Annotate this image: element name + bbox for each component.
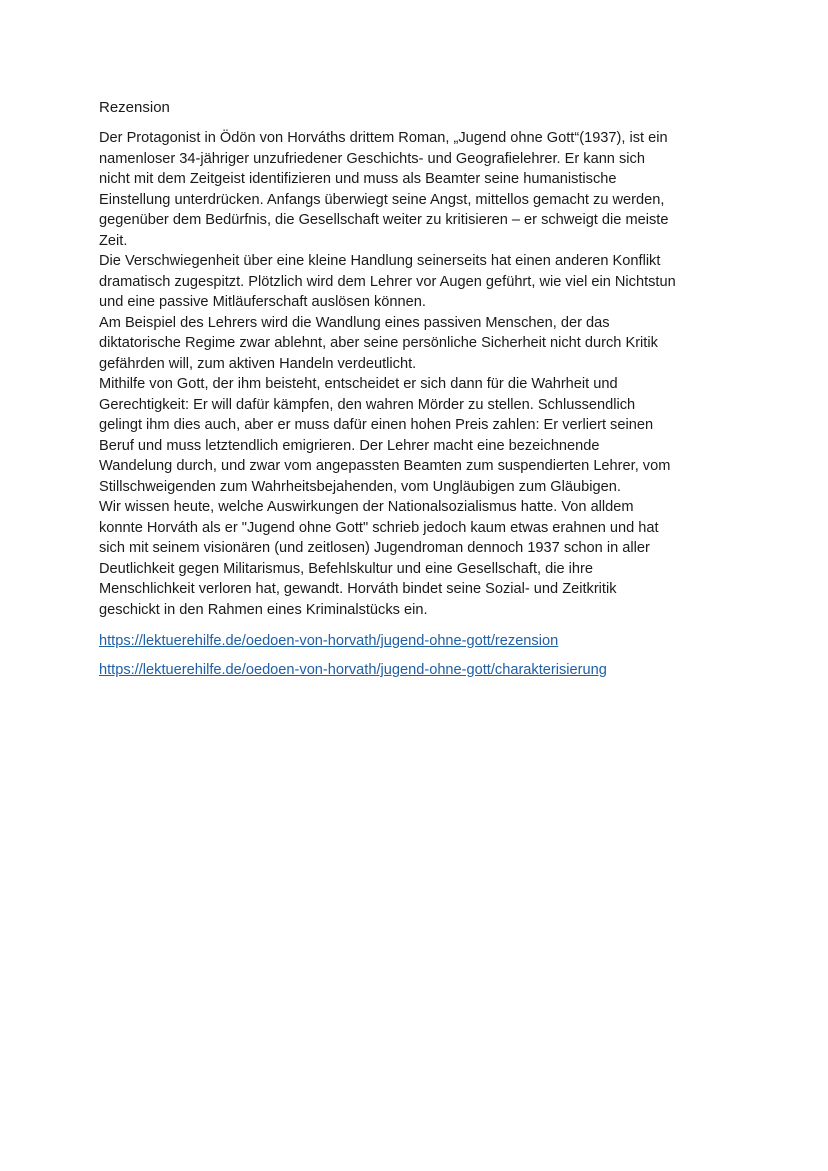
text-line: geschickt in den Rahmen eines Kriminalstücks ein. bbox=[99, 601, 428, 618]
text-line: gefährden will, zum aktiven Handeln verdeutlicht. bbox=[99, 355, 417, 372]
text-line: Gerechtigkeit: Er will dafür kämpfen, den wahren Mörder zu stellen. Schlussendlich bbox=[99, 396, 636, 413]
text-line: dramatisch zugespitzt. Plötzlich wird dem Lehrer vor Augen geführt, wie viel ein Nichtstun bbox=[99, 273, 676, 290]
text-line: Wandelung durch, und zwar vom angepassten Beamten zum suspendierten Lehrer, vom bbox=[99, 458, 671, 474]
text-line: Wir wissen heute, welche Auswirkungen der Nationalsozialismus hatte. Von alldem bbox=[99, 499, 634, 515]
text-line: Die Verschwiegenheit über eine kleine Handlung seinerseits hat einen anderen Konflikt bbox=[99, 253, 661, 269]
text-line: Stillschweigenden zum Wahrheitsbejahenden, vom Ungläubigen zum Gläubigen. bbox=[99, 478, 621, 495]
document-title: Rezension bbox=[99, 99, 170, 116]
text-line: gelingt ihm dies auch, aber er muss dafür einen hohen Preis zahlen: Er verliert seinen bbox=[99, 417, 654, 433]
text-line: gegenüber dem Bedürfnis, die Gesellschaft weiter zu kritisieren – er schweigt die meiste bbox=[99, 212, 669, 228]
text-line: Der Protagonist in Ödön von Horváths drittem Roman, „Jugend ohne Gott“(1937), ist ein bbox=[99, 130, 668, 146]
text-line: Menschlichkeit verloren hat, gewandt. Horváth bindet seine Sozial- und Zeitkritik bbox=[99, 581, 617, 597]
text-line: Deutlichkeit gegen Militarismus, Befehlskultur und eine Gesellschaft, die ihre bbox=[99, 560, 593, 577]
text-line: namenloser 34-jähriger unzufriedener Geschichts- und Geografielehrer. Er kann sich bbox=[99, 150, 645, 167]
text-line: und eine passive Mitläuferschaft auslösen können. bbox=[99, 294, 426, 310]
text-line: Am Beispiel des Lehrers wird die Wandlung eines passiven Menschen, der das bbox=[99, 314, 610, 331]
text-line: nicht mit dem Zeitgeist identifizieren und muss als Beamter seine humanistische bbox=[99, 171, 617, 187]
text-line: Mithilfe von Gott, der ihm beisteht, entscheidet er sich dann für die Wahrheit und bbox=[99, 376, 618, 392]
source-links bbox=[99, 631, 739, 680]
text-line: diktatorische Regime zwar ablehnt, aber seine persönliche Sicherheit nicht durch Kritik bbox=[99, 335, 658, 351]
review-body bbox=[99, 128, 739, 620]
link-rezension[interactable]: https://lektuerehilfe.de/oedoen-von-horvath/jugend-ohne-gott/rezension bbox=[99, 633, 559, 649]
text-line: konnte Horváth als er "Jugend ohne Gott" schrieb jedoch kaum etwas erahnen und hat bbox=[99, 519, 659, 536]
text-line: Zeit. bbox=[99, 232, 128, 249]
text-line: sich mit seinem visionären (und zeitlosen) Jugendroman dennoch 1937 schon in aller bbox=[99, 540, 650, 556]
text-line: Einstellung unterdrücken. Anfangs überwiegt seine Angst, mittellos gemacht zu werden, bbox=[99, 191, 665, 208]
link-charakterisierung[interactable]: https://lektuerehilfe.de/oedoen-von-horvath/jugend-ohne-gott/charakterisierung bbox=[99, 662, 607, 678]
document-page bbox=[99, 98, 739, 689]
text-line: Beruf und muss letztendlich emigrieren. Der Lehrer macht eine bezeichnende bbox=[99, 437, 600, 454]
